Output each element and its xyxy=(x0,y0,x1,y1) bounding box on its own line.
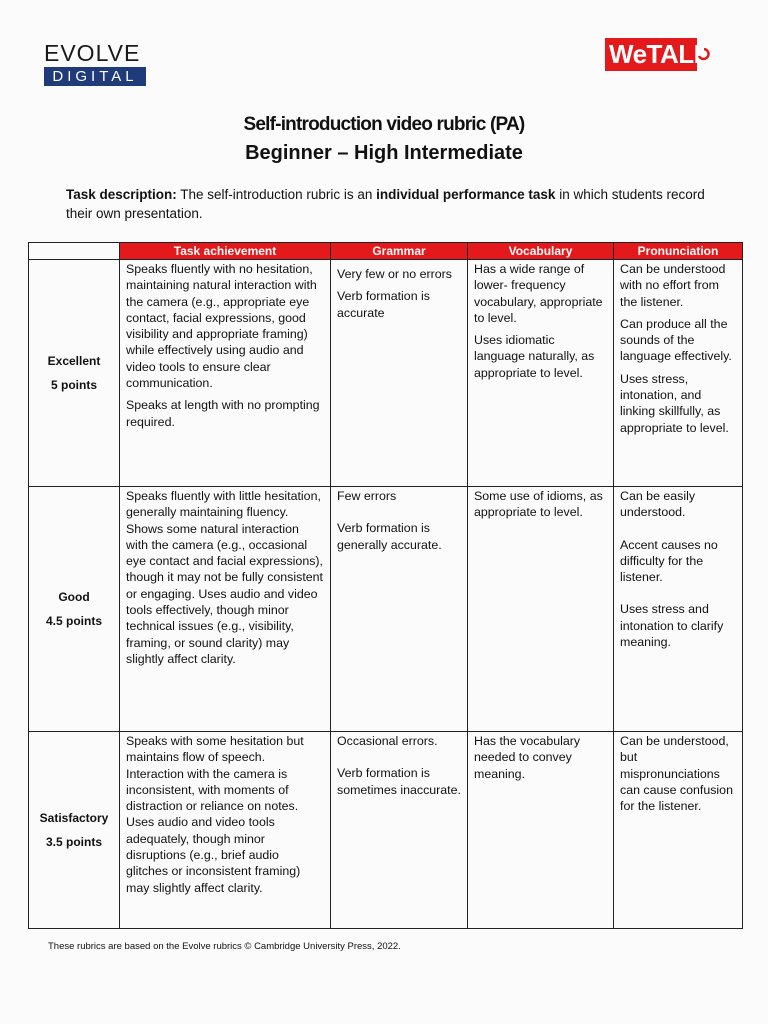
cell-text: Uses stress, intonation, and linking skillfully, as appropriate to level. xyxy=(620,371,729,435)
cell-text: Can be easily understood. xyxy=(620,489,696,520)
rubric-header-row xyxy=(29,243,743,260)
header-blank-cell xyxy=(29,243,120,260)
grammar-cell xyxy=(331,732,468,929)
footer-note: These rubrics are based on the Evolve rubrics © Cambridge University Press, 2022. xyxy=(48,941,401,952)
cell-text: Can produce all the sounds of the language effectively. xyxy=(620,316,732,364)
cell-text: Very few or no errors xyxy=(337,267,453,281)
cell-text: Speaks at length with no prompting required. xyxy=(126,398,320,429)
cell-text: Can be understood with no effort from the listener. xyxy=(620,262,726,309)
level-cell xyxy=(29,732,120,929)
header-pronunciation: Pronunciation xyxy=(614,243,743,260)
rubric-table xyxy=(28,242,743,929)
rubric-row-satisfactory xyxy=(29,732,743,929)
cell-text: Uses stress and intonation to clarify meaning. xyxy=(620,602,724,650)
cell-text: Speaks fluently with no hesitation, maintaining natural interaction with the camera (e.g., appropriate eye contact, facial expressions, good visibility and appropriate framing) while effectively using audio and video tools to ensure clear communication. xyxy=(126,262,317,391)
cell-text: Verb formation is accurate xyxy=(337,289,430,320)
task-achievement-cell xyxy=(120,732,331,929)
task-description-label: Task description: xyxy=(66,187,177,202)
document-subtitle: Beginner – High Intermediate xyxy=(245,142,523,164)
pronunciation-cell xyxy=(614,732,743,929)
task-achievement-cell xyxy=(120,260,331,487)
evolve-digital-logo xyxy=(44,41,146,86)
pronunciation-cell xyxy=(614,260,743,487)
level-points: 3.5 points xyxy=(45,835,102,849)
document-title: Self-introduction video rubric (PA) xyxy=(243,114,525,135)
level-points: 4.5 points xyxy=(45,614,102,628)
vocabulary-cell xyxy=(468,732,614,929)
vocabulary-cell xyxy=(468,260,614,487)
header-task-achievement: Task achievement xyxy=(120,243,331,260)
cell-text: Has a wide range of lower- frequency vocabulary, appropriate to level. xyxy=(474,262,603,325)
cell-text: Can be understood, but mispronunciations can cause confusion for the listener. xyxy=(620,734,733,814)
grammar-cell xyxy=(331,260,468,487)
task-description-text-a: The self-introduction rubric is an xyxy=(176,187,377,202)
digital-logo-text: DIGITAL xyxy=(44,67,146,86)
wetalk-logo-text: WeTALK xyxy=(609,39,712,69)
level-name: Good xyxy=(58,590,90,604)
level-cell xyxy=(29,487,120,732)
level-name: Satisfactory xyxy=(39,811,109,825)
cell-text: Verb formation is sometimes inaccurate. xyxy=(337,766,461,797)
header-vocabulary: Vocabulary xyxy=(468,243,614,260)
cell-text: Accent causes no difficulty for the listener. xyxy=(620,537,718,585)
task-description-emphasis: individual performance task xyxy=(376,187,556,202)
wetalk-logo xyxy=(605,38,712,71)
task-description xyxy=(66,185,706,223)
level-points: 5 points xyxy=(50,378,97,392)
grammar-cell xyxy=(331,487,468,732)
rubric-row-excellent xyxy=(29,260,743,487)
cell-text: Few errors xyxy=(337,489,397,503)
vocabulary-cell xyxy=(468,487,614,732)
cell-text: Speaks with some hesitation but maintains flow of speech. Interaction with the camera is inconsistent, with moments of distraction or reliance on notes. Uses audio and video tools adequately, though minor disruptions (e.g., brief audio glitches or inconsistent framing) may slightly affect clarity. xyxy=(126,734,304,895)
task-achievement-cell xyxy=(120,487,331,732)
wetalk-swirl-icon xyxy=(697,40,711,73)
task-description-text-b: in which students record their own presentation. xyxy=(66,187,705,221)
header-grammar: Grammar xyxy=(331,243,468,260)
cell-text: Occasional errors. xyxy=(337,734,438,748)
cell-text: Some use of idioms, as appropriate to level. xyxy=(474,489,603,520)
level-cell xyxy=(29,260,120,487)
cell-text: Has the vocabulary needed to convey meaning. xyxy=(474,734,581,781)
cell-text: Uses idiomatic language naturally, as appropriate to level. xyxy=(474,333,595,380)
pronunciation-cell xyxy=(614,487,743,732)
cell-text: Speaks fluently with little hesitation, generally maintaining fluency. Shows some natural interaction with the camera (e.g., occasional eye contact and facial expressions), though it may not be fully consistent or engaging. Uses audio and video tools effectively, though minor technical issues (e.g., visibility, framing, or sound clarity) may slightly affect clarity. xyxy=(126,489,323,666)
level-name: Excellent xyxy=(47,354,101,368)
rubric-row-good xyxy=(29,487,743,732)
evolve-logo-text: EVOLVE xyxy=(44,40,141,66)
cell-text: Verb formation is generally accurate. xyxy=(337,521,442,552)
